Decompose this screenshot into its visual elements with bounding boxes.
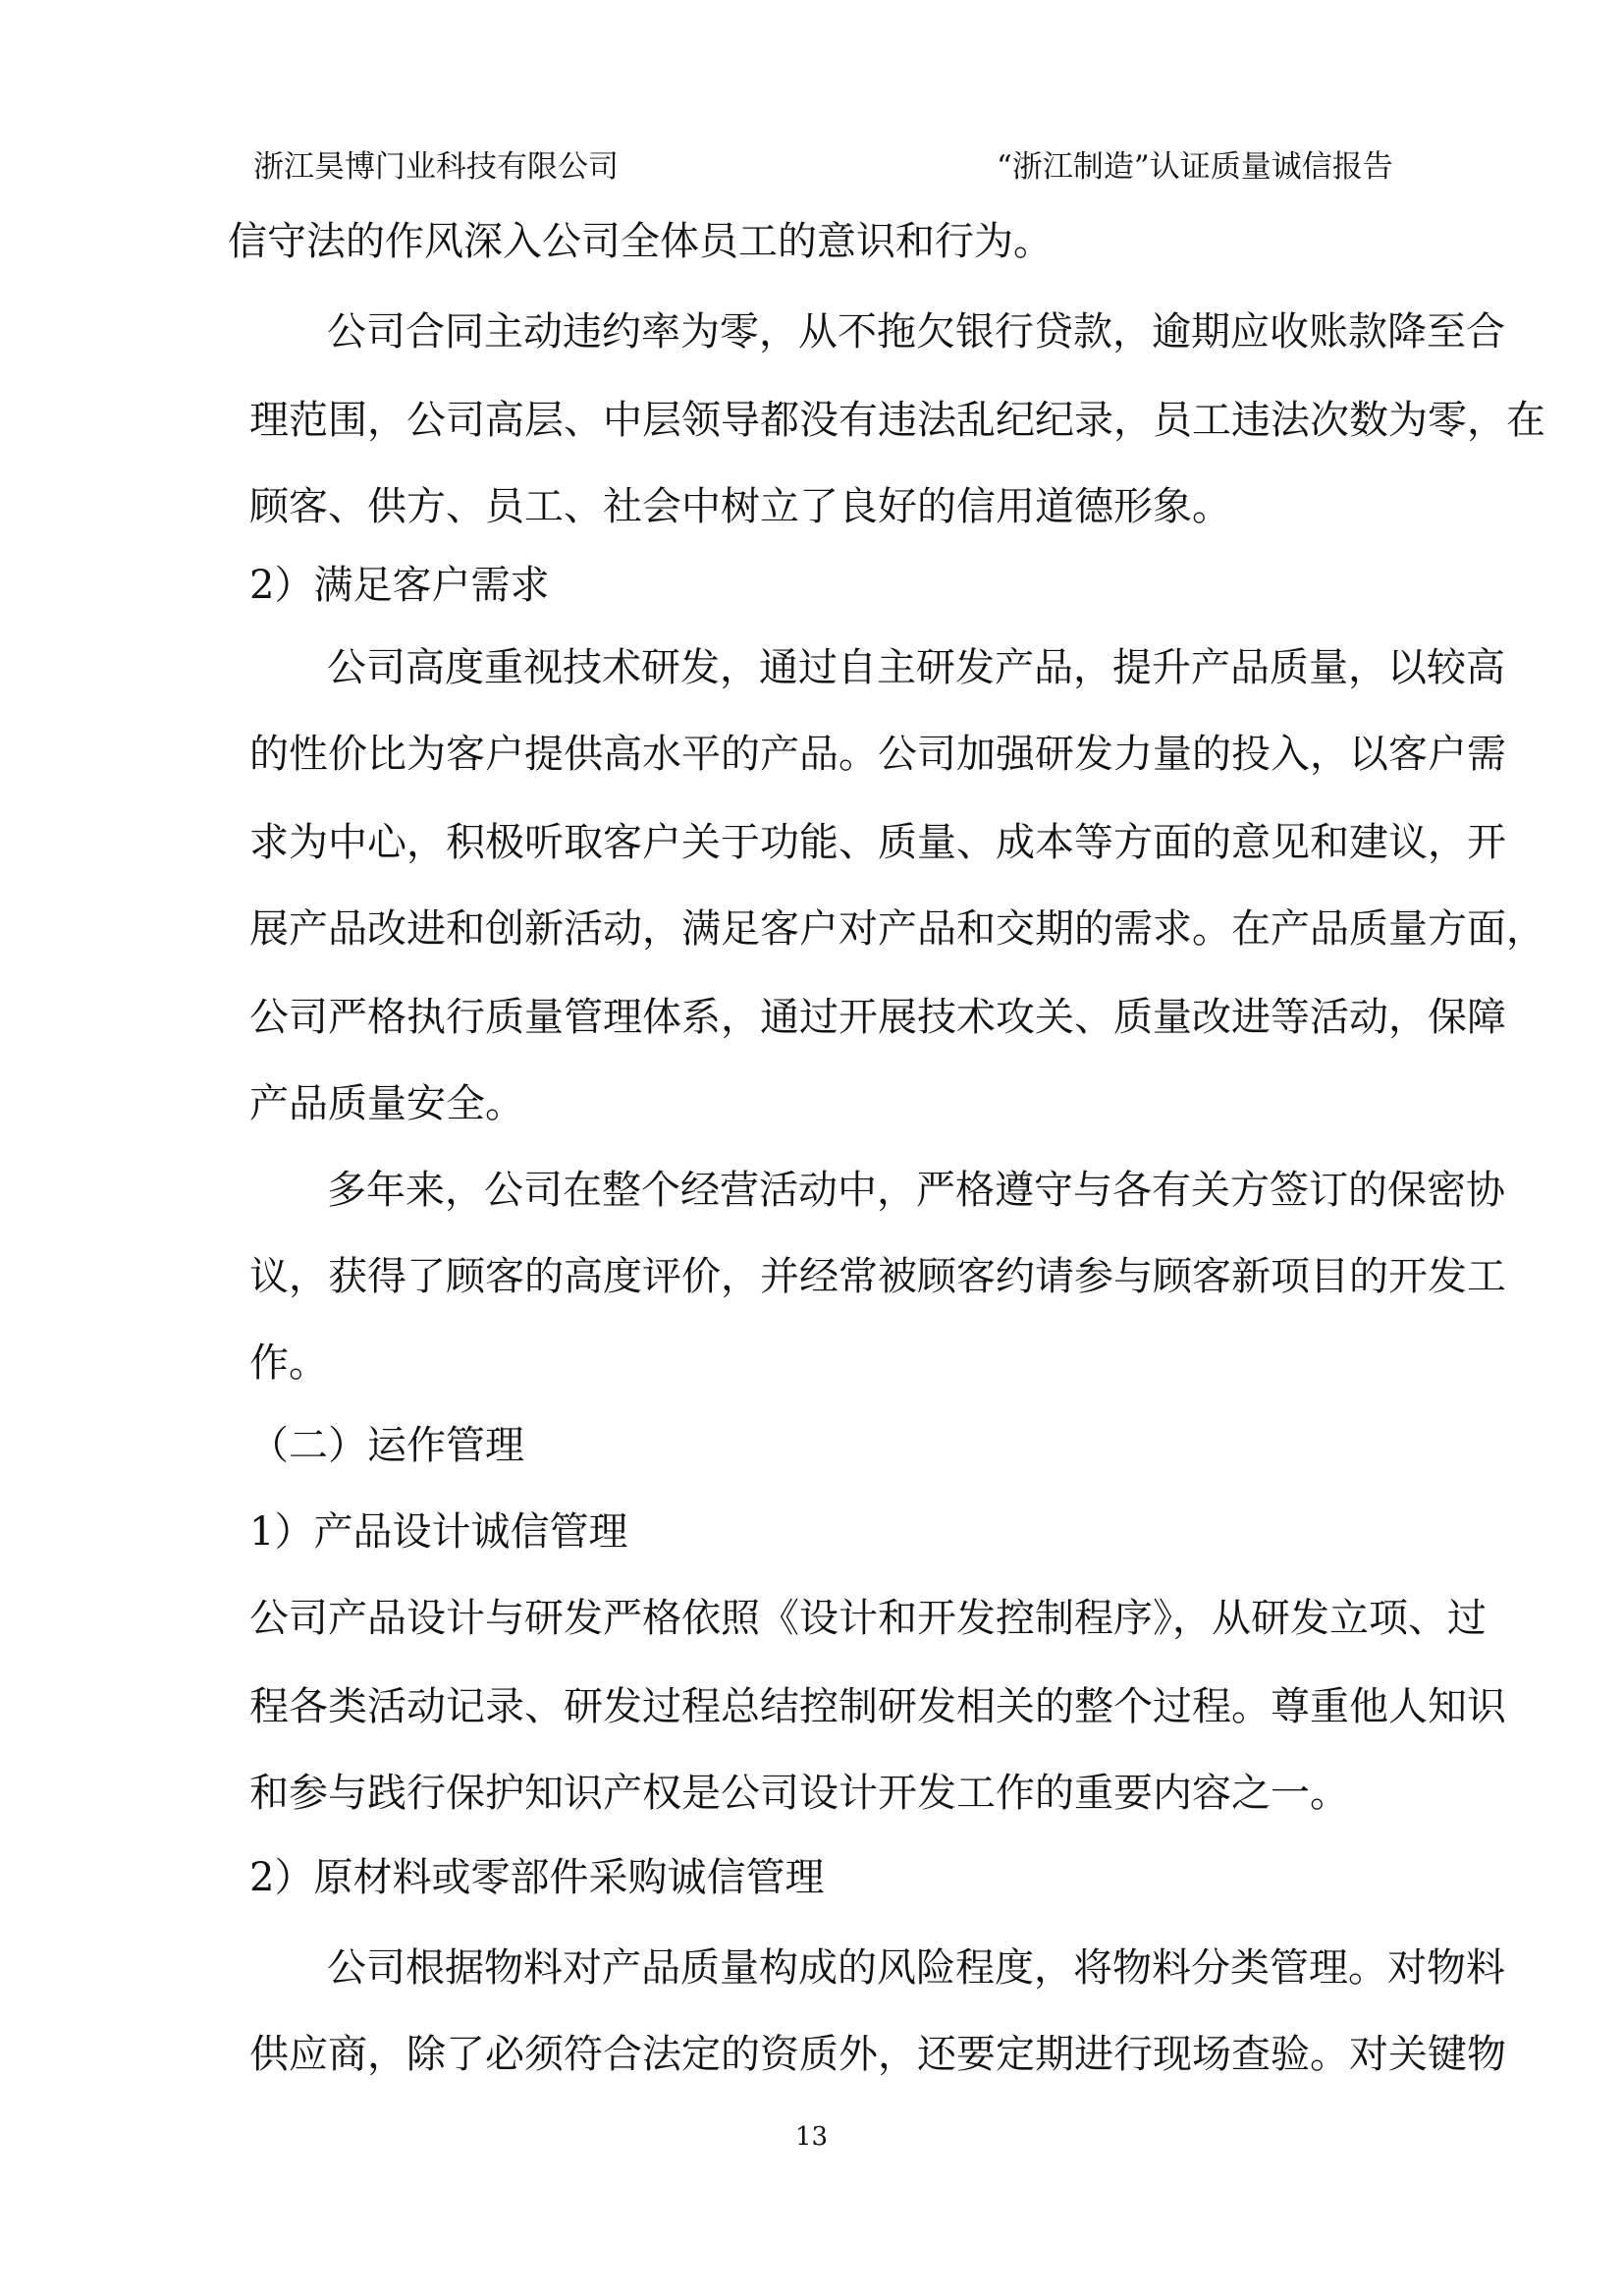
text-line: 的性价比为客户提供高水平的产品。公司加强研发力量的投入，以客户需 <box>249 732 1506 777</box>
text-line: 公司产品设计与研发严格依照《设计和开发控制程序》，从研发立项、过 <box>249 1596 1487 1641</box>
text-line: 多年来，公司在整个经营活动中，严格遵守与各有关方签订的保密协 <box>327 1168 1505 1213</box>
text-line: 和参与践行保护知识产权是公司设计开发工作的重要内容之一。 <box>249 1771 1349 1816</box>
text-line: 供应商，除了必须符合法定的资质外，还要定期进行现场查验。对关键物 <box>249 2032 1506 2077</box>
text-line: 展产品改进和创新活动，满足客户对产品和交期的需求。在产品质量方面， <box>249 906 1545 952</box>
page-number: 13 <box>794 2122 829 2152</box>
text-line: 公司合同主动违约率为零，从不拖欠银行贷款，逾期应收账款降至合 <box>327 309 1505 355</box>
text-line: 理范围，公司高层、中层领导都没有违法乱纪纪录，员工违法次数为零，在 <box>249 398 1545 443</box>
section-heading: 2）满足客户需求 <box>249 563 550 608</box>
section-heading: （二）运作管理 <box>249 1423 524 1468</box>
text-line: 作。 <box>249 1340 328 1386</box>
header-report-title: “浙江制造”认证质量诚信报告 <box>997 149 1393 185</box>
text-line: 求为中心，积极听取客户关于功能、质量、成本等方面的意见和建议，开 <box>249 820 1506 865</box>
text-line: 程各类活动记录、研发过程总结控制研发相关的整个过程。尊重他人知识 <box>249 1684 1506 1729</box>
text-line: 公司根据物料对产品质量构成的风险程度，将物料分类管理。对物料 <box>327 1945 1505 1991</box>
text-line: 信守法的作风深入公司全体员工的意识和行为。 <box>228 219 1053 264</box>
text-line: 产品质量安全。 <box>249 1081 524 1126</box>
header-company-name: 浙江昊博门业科技有限公司 <box>253 149 619 185</box>
text-line: 议，获得了顾客的高度评价，并经常被顾客约请参与顾客新项目的开发工 <box>249 1254 1506 1299</box>
text-line: 公司严格执行质量管理体系，通过开展技术攻关、质量改进等活动，保障 <box>249 995 1506 1040</box>
text-line: 公司高度重视技术研发，通过自主研发产品，提升产品质量，以较高 <box>327 645 1505 690</box>
section-heading: 1）产品设计诚信管理 <box>249 1509 628 1555</box>
text-line: 顾客、供方、员工、社会中树立了良好的信用道德形象。 <box>249 484 1231 529</box>
section-heading: 2）原材料或零部件采购诚信管理 <box>249 1855 825 1900</box>
